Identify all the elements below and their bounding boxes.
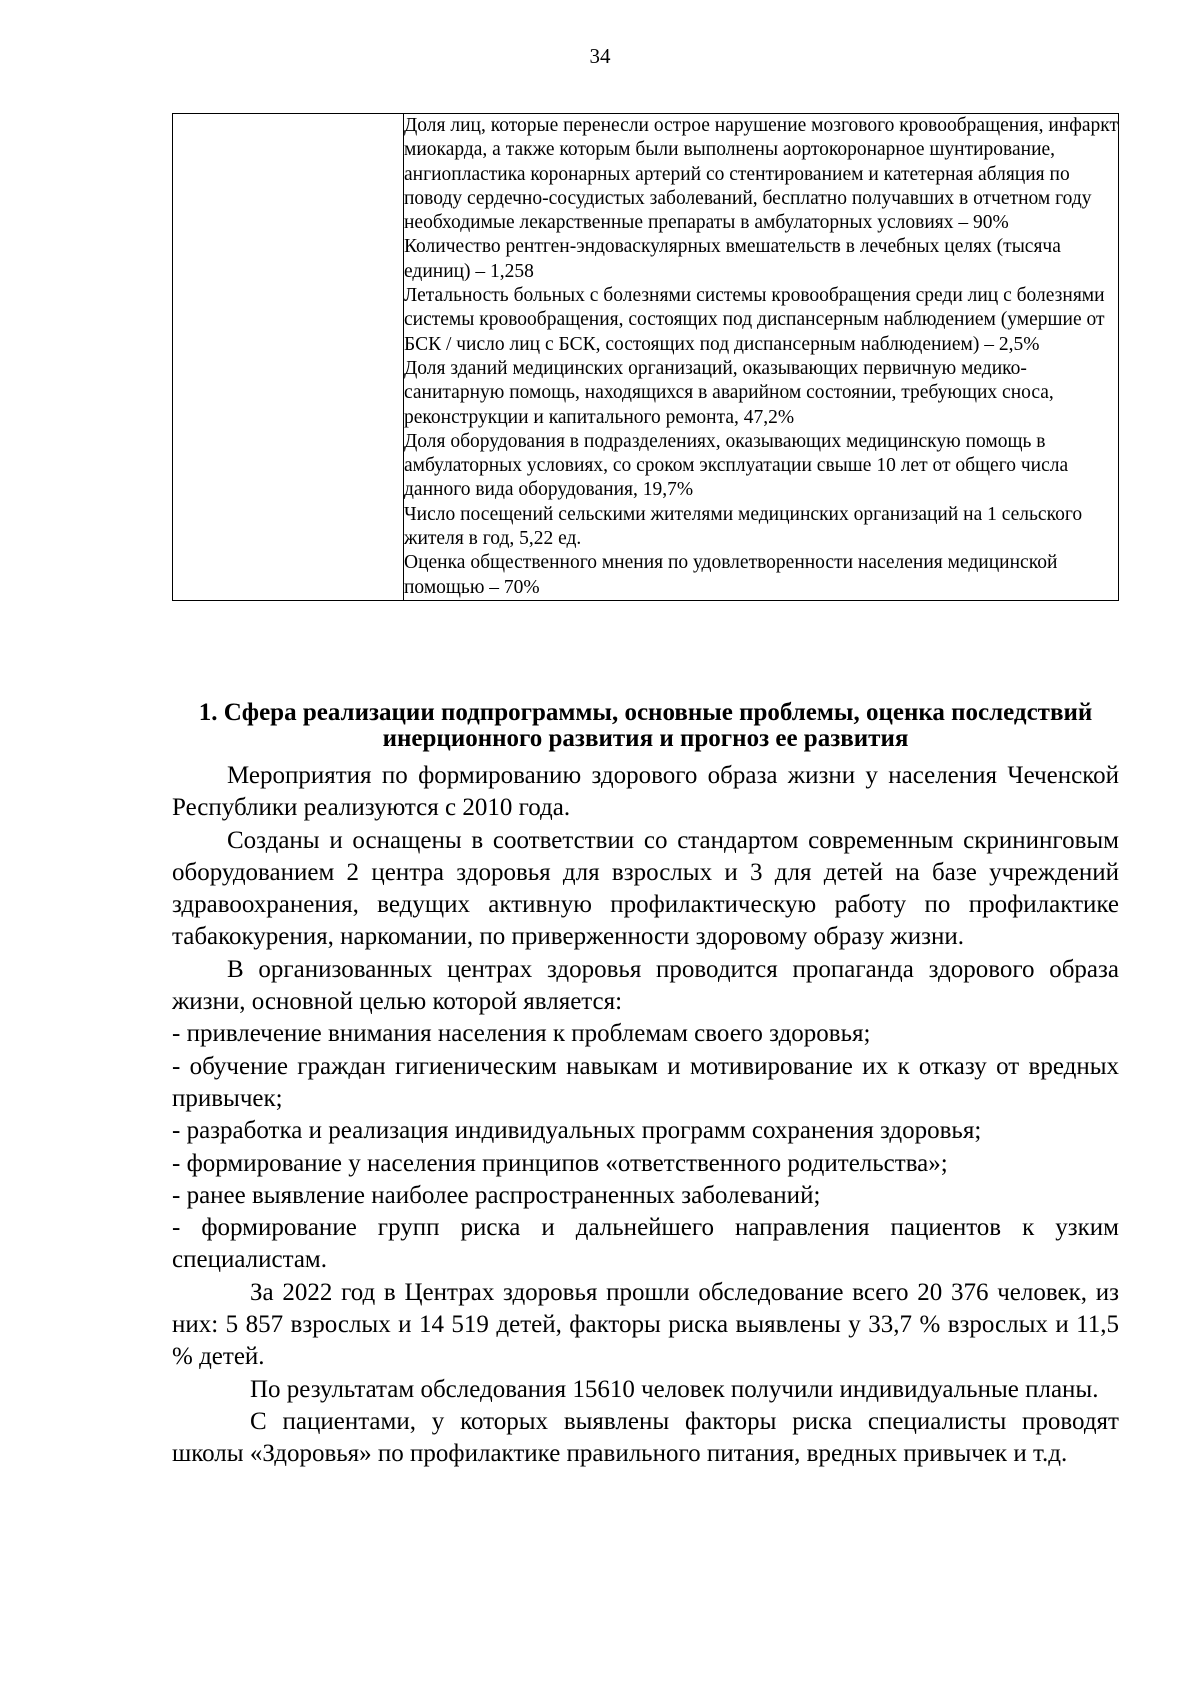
list-item: - формирование у населения принципов «ответственного родительства»; (172, 1149, 948, 1177)
indicator-text: Оценка общественного мнения по удовлетворенности населения медицинской помощью – 70% (404, 552, 1058, 598)
indicator-text: Летальность больных с болезнями системы кровообращения среди лиц с болезнями системы кровообращения, состоящих под диспансерным наблюдением (умершие от БСК / число лиц с БСК, состоящих под диспансерным наблюдением) – 2,5% (404, 285, 1105, 355)
list-item: - формирование групп риска и дальнейшего направления пациентов к узким специалистам. (172, 1214, 1119, 1274)
paragraph: Мероприятия по формированию здорового образа жизни у населения Чеченской Республики реализуются с 2010 года. (172, 762, 1119, 822)
list-item: - обучение граждан гигиеническим навыкам и мотивирование их к отказу от вредных привычек; (172, 1052, 1119, 1112)
paragraph: В организованных центрах здоровья проводится пропаганда здорового образа жизни, основной целью которой является: (172, 955, 1119, 1016)
section-heading: 1. Сфера реализации подпрограммы, основные проблемы, оценка последствий инерционного развития и прогноз ее развития (198, 699, 1093, 752)
list-item: - ранее выявление наиболее распространенных заболеваний; (172, 1181, 821, 1209)
body-text (172, 760, 1119, 1471)
paragraph: С пациентами, у которых выявлены факторы риска специалисты проводят школы «Здоровья» по профилактике правильного питания, вредных привычек и т.д. (172, 1407, 1119, 1468)
indicators-table (172, 113, 1119, 601)
indicator-text: Доля оборудования в подразделениях, оказывающих медицинскую помощь в амбулаторных условиях, со сроком эксплуатации свыше 10 лет от общего числа данного вида оборудования, 19,7% (404, 430, 1069, 501)
table-row (173, 114, 1119, 601)
paragraph: По результатам обследования 15610 человек получили индивидуальные планы. (250, 1375, 1099, 1403)
indicator-text: Количество рентген-эндоваскулярных вмешательств в лечебных целях (тысяча единиц) – 1,258 (404, 236, 1061, 282)
indicator-text: Число посещений сельскими жителями медицинских организаций на 1 сельского жителя в год, 5,22 ед. (404, 503, 1083, 550)
list-item: - привлечение внимания населения к проблемам своего здоровья; (172, 1020, 871, 1048)
indicator-text: Доля зданий медицинских организаций, оказывающих первичную медико-санитарную помощь, находящихся в аварийном состоянии, требующих сноса, реконструкции и капитального ремонта, 47,2% (404, 357, 1054, 428)
empty-table-cell (173, 114, 404, 601)
page-number: 34 (589, 44, 611, 68)
paragraph: За 2022 год в Центрах здоровья прошли обследование всего 20 376 человек, из них: 5 857 взрослых и 14 519 детей, факторы риска выявлены у 33,7 % взрослых и 11,5 % детей. (172, 1278, 1119, 1371)
list-item: - разработка и реализация индивидуальных программ сохранения здоровья; (172, 1117, 982, 1145)
indicator-text: Доля лиц, которые перенесли острое нарушение мозгового кровообращения, инфаркт миокарда, а также которым были выполнены аортокоронарное шунтирование, ангиопластика коронарных артерий со стентированием и катетерная абляция по поводу сердечно-сосудистых заболеваний, бесплатно получавших в отчетном году необходимые лекарственные препараты в амбулаторных условиях – 90% (404, 115, 1118, 234)
indicators-cell (404, 114, 1119, 601)
paragraph: Созданы и оснащены в соответствии со стандартом современным скрининговым оборудованием 2 центра здоровья для взрослых и 3 для детей на базе учреждений здравоохранения, ведущих активную профилактическую работу по профилактике табакокурения, наркомании, по приверженности здоровому образу жизни. (172, 826, 1119, 951)
